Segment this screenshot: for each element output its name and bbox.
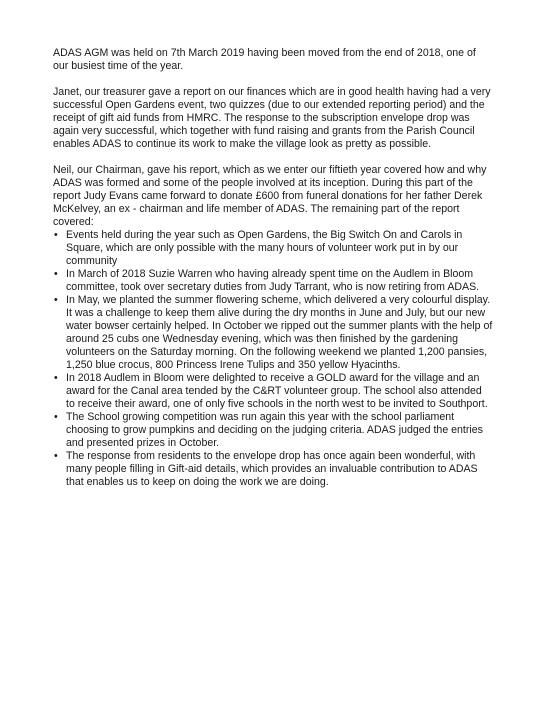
list-item-text: In May, we planted the summer flowering scheme, which delivered a very colourful display. It was a challenge to keep them alive during the dry months in June and July, but our new water bowser certainly helped. In October we ripped out the summer plants with the help of around 25 cubs one Wednesday evening, which was then finished by the gardening volunteers on the Saturday morning. On the following weekend we planted 1,200 pansies, 1,250 blue crocus, 800 Princess Irene Tulips and 350 yellow Hyacinths. (66, 294, 493, 371)
list-item (53, 411, 493, 450)
bullet-icon: • (54, 411, 58, 423)
list-item (53, 372, 493, 411)
list-item-text: Events held during the year such as Open Gardens, the Big Switch On and Carols in Square, which are only possible with the many hours of volunteer work put in by our community (66, 229, 463, 267)
list-item-text: In March of 2018 Suzie Warren who having already spent time on the Audlem in Bloom committee, took over secretary duties from Judy Tarrant, who is now retiring from ADAS. (66, 268, 480, 293)
report-bullet-list (53, 229, 493, 489)
list-item (53, 268, 493, 294)
bullet-icon: • (54, 229, 58, 241)
list-item-text: The response from residents to the envelope drop has once again been wonderful, with many people filling in Gift-aid details, which provides an invaluable contribution to ADAS that enables us to keep on doing the work we are doing. (66, 450, 478, 488)
list-item (53, 294, 493, 372)
list-item (53, 229, 493, 268)
bullet-icon: • (54, 450, 58, 462)
paragraph-chairman-report: Neil, our Chairman, gave his report, which as we enter our fiftieth year covered how and why ADAS was formed and some of the people involved at its inception. During this part of the report Judy Evans came forward to donate £600 from funeral donations for her father Derek McKelvey, an ex - chairman and life member of ADAS. The remaining part of the report covered: (53, 164, 487, 228)
list-item (53, 450, 493, 489)
paragraph-treasurer-report: Janet, our treasurer gave a report on our finances which are in good health having had a very successful Open Gardens event, two quizzes (due to our extended reporting period) and the receipt of gift aid funds from HMRC. The response to the subscription envelope drop was again very successful, which together with fund raising and grants from the Parish Council enables ADAS to continue its work to make the village look as pretty as possible. (53, 86, 491, 150)
list-item-text: The School growing competition was run again this year with the school parliament choosing to grow pumpkins and deciding on the judging criteria. ADAS judged the entries and presented prizes in October. (66, 411, 483, 449)
document-body (53, 47, 493, 489)
bullet-icon: • (54, 294, 58, 306)
bullet-icon: • (54, 372, 58, 384)
paragraph-agm-date: ADAS AGM was held on 7th March 2019 having been moved from the end of 2018, one of our busiest time of the year. (53, 47, 476, 72)
list-item-text: In 2018 Audlem in Bloom were delighted to receive a GOLD award for the village and an award for the Canal area tended by the C&RT volunteer group. The school also attended to receive their award, one of only five schools in the north west to be invited to Southport. (66, 372, 488, 410)
bullet-icon: • (54, 268, 58, 280)
